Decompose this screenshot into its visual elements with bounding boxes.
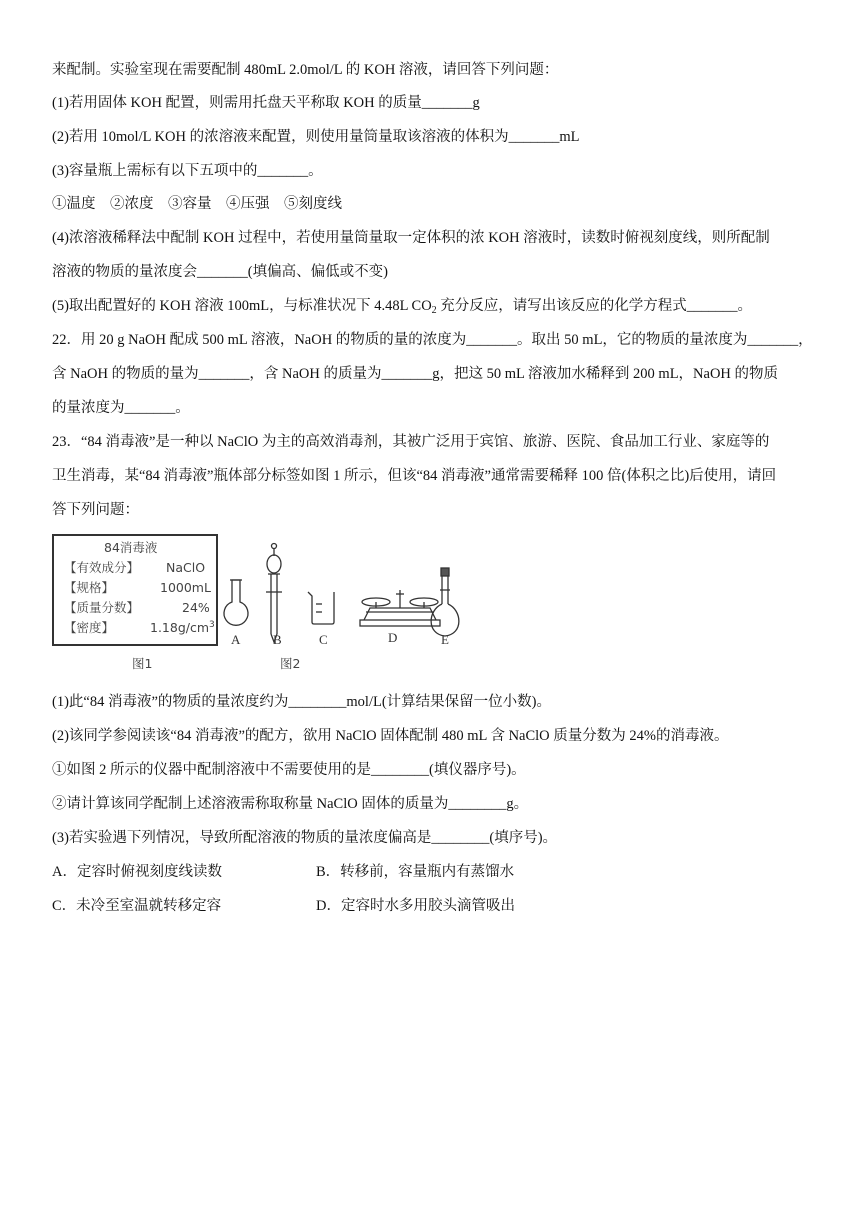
question-1: (1)若用固体 KOH 配置，则需用托盘天平称取 KOH 的质量_______g <box>52 95 480 111</box>
option-b: B．转移前，容量瓶内有蒸馏水 <box>316 864 515 880</box>
text-line: 的量浓度为_______。 <box>52 400 190 416</box>
text-line: 含 NaOH 的物质的量为_______，含 NaOH 的质量为_______g，把这 50 mL 溶液加水稀释到 200 mL，NaOH 的物质 <box>52 366 779 382</box>
beaker-icon <box>308 592 334 624</box>
sub-question-2: (2)该同学参阅读该“84 消毒液”的配方，欲用 NaClO 固体配制 480 mL 含 NaClO 质量分数为 24%的消毒液。 <box>52 728 729 744</box>
choices-line: ①温度 ②浓度 ③容量 ④压强 ⑤刻度线 <box>52 196 342 212</box>
text-segment: (5)取出配置好的 KOH 溶液 100mL，与标准状况下 4.48L CO <box>52 298 432 314</box>
question-4: (4)浓溶液稀释法中配制 KOH 过程中，若使用量筒量取一定体积的浓 KOH 溶液时，读数时俯视刻度线，则所配制 <box>52 230 770 246</box>
option-a: A．定容时俯视刻度线读数 <box>52 864 222 880</box>
sub-question-2b: ②请计算该同学配制上述溶液需称取称量 NaClO 固体的质量为________g。 <box>52 796 529 812</box>
problem-23: 23．“84 消毒液”是一种以 NaClO 为主的高效消毒剂，其被广泛用于宾馆、旅游、医院、食品加工行业、家庭等的 <box>52 434 770 450</box>
label-value: $1.18g/cm^3$ <box>150 620 215 635</box>
question-2: (2)若用 10mol/L KOH 的浓溶液来配置，则使用量筒量取该溶液的体积为_______mL <box>52 129 580 145</box>
label-d: D <box>388 630 398 645</box>
figure2-caption: 图2 <box>280 656 301 671</box>
label-key: 【质量分数】 <box>64 600 140 615</box>
funnel-icon <box>266 544 282 643</box>
lab-apparatus-figure <box>52 534 472 674</box>
label-c: C <box>319 632 328 647</box>
question-5 <box>52 296 752 316</box>
sub-question-3: (3)若实验遇下列情况，导致所配溶液的物质的量浓度偏高是________(填序号)。 <box>52 830 558 846</box>
question-3: (3)容量瓶上需标有以下五项中的_______。 <box>52 163 323 179</box>
figure1-caption: 图1 <box>132 656 153 671</box>
text-line: 答下列问题： <box>52 502 139 518</box>
text-segment: 充分反应，请写出该反应的化学方程式_______。 <box>436 298 753 314</box>
balance-icon <box>360 590 440 626</box>
label-value: 1000mL <box>160 580 211 595</box>
option-c: C．未冷至室温就转移定容 <box>52 898 222 914</box>
label-title: 84消毒液 <box>104 540 158 555</box>
problem-22: 22．用 20 g NaOH 配成 500 mL 溶液，NaOH 的物质的量的浓度为_______。取出 50 mL，它的物质的量浓度为_______， <box>52 332 813 348</box>
label-b: B <box>273 632 282 647</box>
text-line: 溶液的物质的量浓度会_______(填偏高、偏低或不变) <box>52 264 388 280</box>
label-value: NaClO <box>166 560 206 575</box>
subscript: 2 <box>431 305 437 316</box>
sub-question-2a: ①如图 2 所示的仪器中配制溶液中不需要使用的是________(填仪器序号)。 <box>52 762 526 778</box>
text-line: 来配制。实验室现在需要配制 480mL 2.0mol/L 的 KOH 溶液，请回答下列问题： <box>52 62 559 78</box>
label-e: E <box>441 632 449 647</box>
label-key: 【规格】 <box>64 580 115 595</box>
label-key: 【密度】 <box>64 620 115 635</box>
label-value: 24% <box>182 600 210 615</box>
text-line: 卫生消毒，某“84 消毒液”瓶体部分标签如图 1 所示，但该“84 消毒液”通常需要稀释 100 倍(体积之比)后使用，请回 <box>52 468 777 484</box>
figure-area <box>52 534 472 674</box>
label-a: A <box>231 632 241 647</box>
option-d: D．定容时水多用胶头滴管吸出 <box>316 898 515 914</box>
flask-icon <box>224 580 248 625</box>
label-key: 【有效成分】 <box>64 560 140 575</box>
sub-question-1: (1)此“84 消毒液”的物质的量浓度约为________mol/L(计算结果保留一位小数)。 <box>52 694 552 710</box>
